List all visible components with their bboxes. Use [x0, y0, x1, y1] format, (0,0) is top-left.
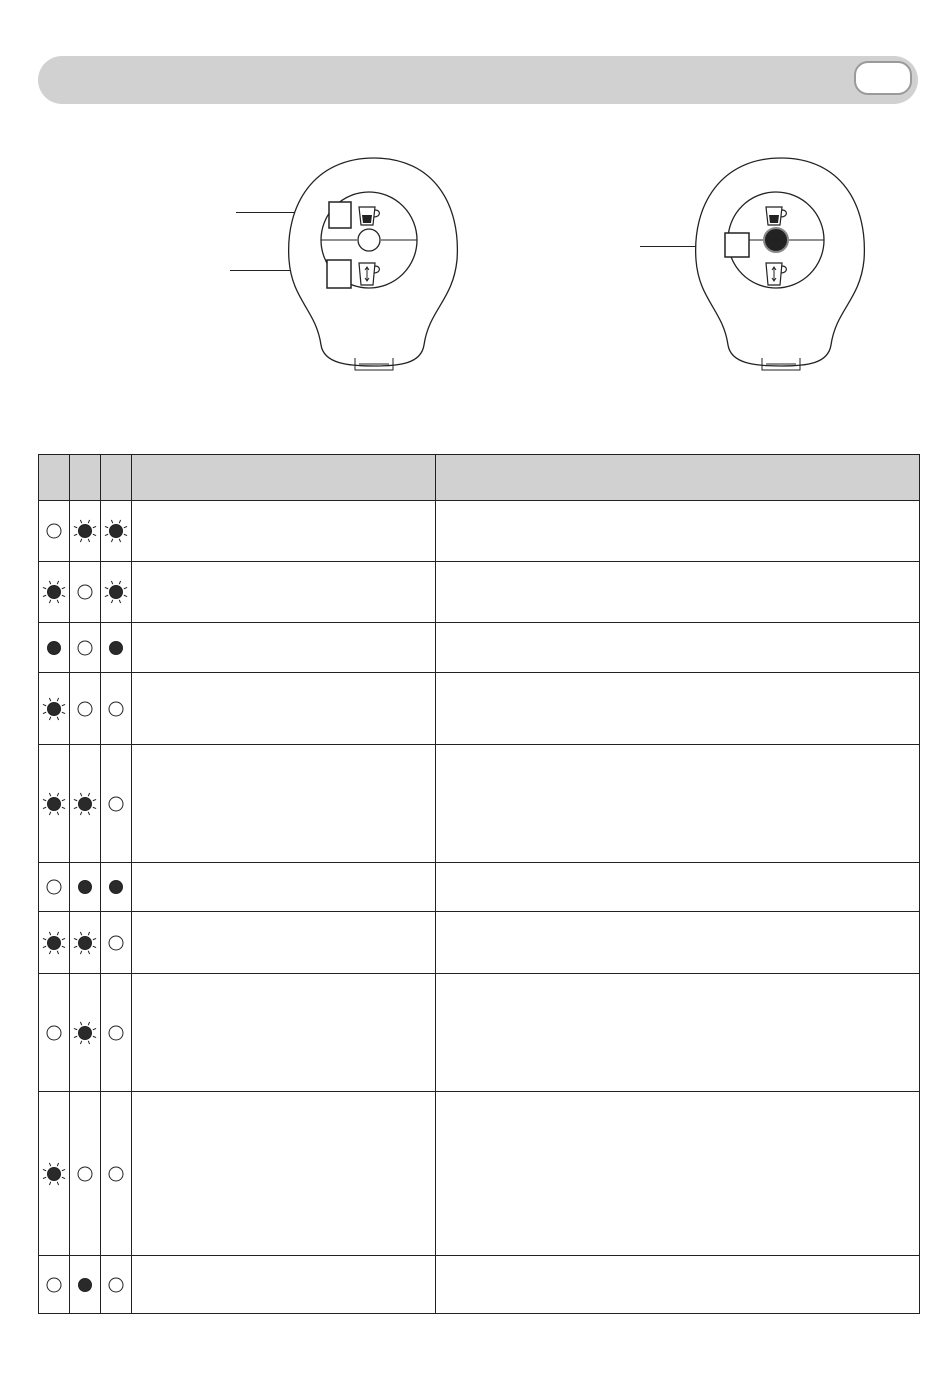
table-row — [39, 501, 920, 562]
state-description — [132, 912, 436, 974]
lamp-cell-1 — [39, 562, 70, 623]
lamp-cell-2 — [70, 745, 101, 863]
table-row — [39, 562, 920, 623]
action-description — [436, 912, 920, 974]
lamp-cell-3 — [101, 562, 132, 623]
lamp-off-icon — [103, 930, 129, 956]
lamp-off-icon — [103, 696, 129, 722]
table-row — [39, 673, 920, 745]
lamp-blink-icon — [72, 518, 98, 544]
lamp-off-icon — [72, 696, 98, 722]
lamp-cell-3 — [101, 623, 132, 673]
callout-box-top — [329, 202, 351, 228]
lamp-off-icon — [41, 1272, 67, 1298]
lamp-off-icon — [103, 1161, 129, 1187]
state-description — [132, 673, 436, 745]
lamp-blink-icon — [41, 579, 67, 605]
header-lamp-2 — [70, 455, 101, 501]
lamp-cell-3 — [101, 1256, 132, 1314]
lamp-on-icon — [41, 635, 67, 661]
action-description — [436, 863, 920, 912]
lamp-cell-1 — [39, 863, 70, 912]
lamp-on-icon — [103, 874, 129, 900]
lamp-blink-icon — [72, 930, 98, 956]
table-row — [39, 1092, 920, 1256]
lamp-cell-1 — [39, 501, 70, 562]
lamp-cell-3 — [101, 745, 132, 863]
lamp-cell-1 — [39, 1256, 70, 1314]
table-row — [39, 863, 920, 912]
lamp-cell-3 — [101, 974, 132, 1092]
lamp-blink-icon — [103, 579, 129, 605]
table-row — [39, 745, 920, 863]
lamp-on-icon — [72, 874, 98, 900]
control-panel-figure-left — [279, 150, 469, 380]
lamp-off-icon — [103, 1020, 129, 1046]
lamp-cell-3 — [101, 501, 132, 562]
action-description — [436, 673, 920, 745]
action-description — [436, 501, 920, 562]
lamp-cell-2 — [70, 501, 101, 562]
lamp-off-icon — [41, 874, 67, 900]
lamp-blink-icon — [72, 1020, 98, 1046]
action-description — [436, 745, 920, 863]
lamp-cell-1 — [39, 673, 70, 745]
lamp-cell-2 — [70, 974, 101, 1092]
lamp-off-icon — [72, 1161, 98, 1187]
header-state — [132, 455, 436, 501]
control-panel-figure-right — [686, 150, 876, 380]
center-lamp — [358, 229, 380, 251]
action-description — [436, 974, 920, 1092]
header-lamp-3 — [101, 455, 132, 501]
header-lamp-1 — [39, 455, 70, 501]
lamp-blink-icon — [41, 696, 67, 722]
lamp-cell-3 — [101, 912, 132, 974]
section-header-bar — [38, 56, 918, 104]
state-description — [132, 863, 436, 912]
lamp-cell-2 — [70, 623, 101, 673]
callout-box-bottom — [327, 260, 351, 288]
lamp-cell-1 — [39, 745, 70, 863]
action-description — [436, 623, 920, 673]
lamp-blink-icon — [41, 1161, 67, 1187]
lamp-off-icon — [72, 579, 98, 605]
lamp-cell-2 — [70, 562, 101, 623]
lamp-off-icon — [41, 518, 67, 544]
lamp-status-table — [38, 454, 920, 1314]
lamp-cell-3 — [101, 673, 132, 745]
lamp-cell-2 — [70, 1256, 101, 1314]
lamp-cell-3 — [101, 1092, 132, 1256]
state-description — [132, 501, 436, 562]
callout-box-center — [725, 233, 749, 257]
state-description — [132, 1092, 436, 1256]
state-description — [132, 1256, 436, 1314]
table-row — [39, 912, 920, 974]
header-action — [436, 455, 920, 501]
page-number-tab — [854, 61, 912, 95]
lamp-off-icon — [103, 791, 129, 817]
state-description — [132, 745, 436, 863]
state-description — [132, 562, 436, 623]
state-description — [132, 974, 436, 1092]
action-description — [436, 562, 920, 623]
lamp-cell-2 — [70, 1092, 101, 1256]
lamp-blink-icon — [41, 791, 67, 817]
action-description — [436, 1092, 920, 1256]
lamp-cell-1 — [39, 623, 70, 673]
lamp-cell-1 — [39, 1092, 70, 1256]
lamp-blink-icon — [41, 930, 67, 956]
action-description — [436, 1256, 920, 1314]
lamp-cell-1 — [39, 912, 70, 974]
lamp-off-icon — [72, 635, 98, 661]
lamp-off-icon — [103, 1272, 129, 1298]
table-row — [39, 974, 920, 1092]
lamp-blink-icon — [103, 518, 129, 544]
center-lamp — [764, 228, 788, 252]
lamp-cell-1 — [39, 974, 70, 1092]
table-header-row — [39, 455, 920, 501]
state-description — [132, 623, 436, 673]
table-row — [39, 623, 920, 673]
lamp-blink-icon — [72, 791, 98, 817]
lamp-on-icon — [72, 1272, 98, 1298]
lamp-cell-2 — [70, 863, 101, 912]
lamp-off-icon — [41, 1020, 67, 1046]
table-row — [39, 1256, 920, 1314]
lamp-on-icon — [103, 635, 129, 661]
lamp-cell-3 — [101, 863, 132, 912]
lamp-cell-2 — [70, 673, 101, 745]
lamp-cell-2 — [70, 912, 101, 974]
